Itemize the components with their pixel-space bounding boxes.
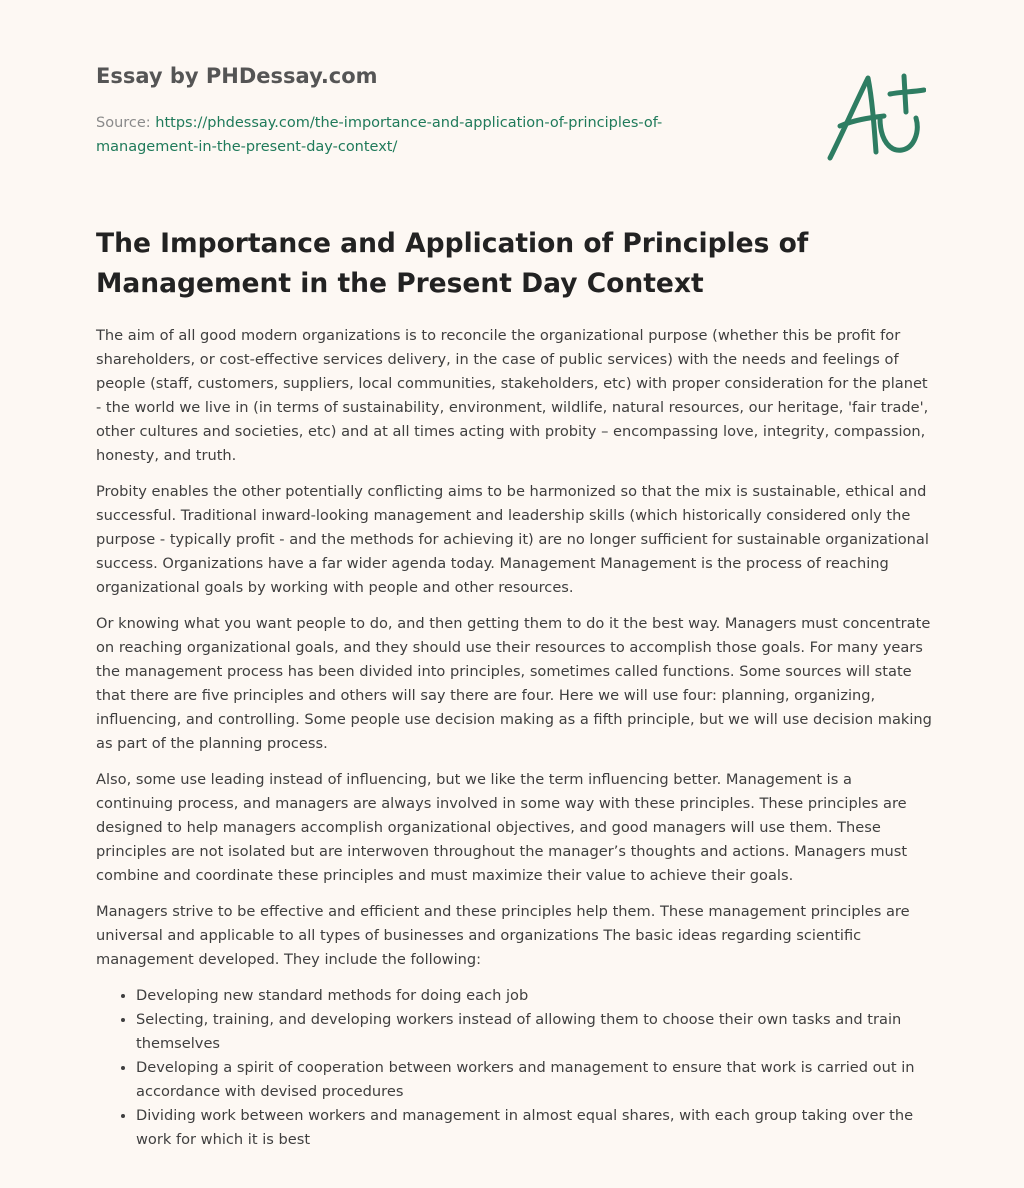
site-brand: Essay by PHDessay.com xyxy=(96,64,378,88)
source-link[interactable]: https://phdessay.com/the-importance-and-application-of-principles-of-management-in-the-present-day-context/ xyxy=(96,115,663,155)
principles-list xyxy=(96,984,932,1152)
list-item: • Developing a spirit of cooperation between workers and management to ensure that work is carried out in accordance with devised procedures xyxy=(136,1056,932,1104)
source-line xyxy=(96,111,736,159)
essay-paragraph: Or knowing what you want people to do, and then getting them to do it the best way. Managers must concentrate on reaching organizational goals, and they should use their resources to accomplish those goals. For many years the management process has been divided into principles, sometimes called functions. Some sources will state that there are five principles and others will say there are four. Here we will use four: planning, organizing, influencing, and controlling. Some people use decision making as a fifth principle, but we will use decision making as part of the planning process. xyxy=(96,615,932,752)
essay-paragraph: Also, some use leading instead of influencing, but we like the term influencing better. Management is a continuing process, and managers are always involved in some way with these principles. These principles are designed to help managers accomplish organizational objectives, and good managers will use them. These principles are not isolated but are interwoven throughout the manager’s thoughts and actions. Managers must combine and coordinate these principles and must maximize their value to achieve their goals. xyxy=(96,771,908,884)
essay-paragraph: Managers strive to be effective and efficient and these principles help them. These management principles are universal and applicable to all types of businesses and organizations The basic ideas regarding scientific management developed. They include the following: xyxy=(96,903,910,968)
source-label: Source: xyxy=(96,115,151,131)
essay-title: The Importance and Application of Principles of Management in the Present Day Context xyxy=(96,228,809,299)
a-plus-grade-logo-icon xyxy=(826,68,926,164)
list-item: • Developing new standard methods for doing each job xyxy=(136,984,932,1008)
essay-paragraph: Probity enables the other potentially conflicting aims to be harmonized so that the mix is sustainable, ethical and successful. Traditional inward-looking management and leadership skills (which historically considered only the purpose - typically profit - and the methods for achieving it) are no longer sufficient for sustainable organizational success. Organizations have a far wider agenda today. Management Management is the process of reaching organizational goals by working with people and other resources. xyxy=(96,483,929,596)
essay-paragraph: The aim of all good modern organizations is to reconcile the organizational purpose (whether this be profit for shareholders, or cost-effective services delivery, in the case of public services) with the needs and feelings of people (staff, customers, suppliers, local communities, stakeholders, etc) with proper consideration for the planet - the world we live in (in terms of sustainability, environment, wildlife, natural resources, our heritage, 'fair trade', other cultures and societies, etc) and at all times acting with probity – encompassing love, integrity, compassion, honesty, and truth. xyxy=(96,327,929,464)
list-item: • Dividing work between workers and management in almost equal shares, with each group taking over the work for which it is best xyxy=(136,1104,932,1152)
list-item: • Selecting, training, and developing workers instead of allowing them to choose their own tasks and train themselves xyxy=(136,1008,932,1056)
essay-body xyxy=(96,324,932,1152)
